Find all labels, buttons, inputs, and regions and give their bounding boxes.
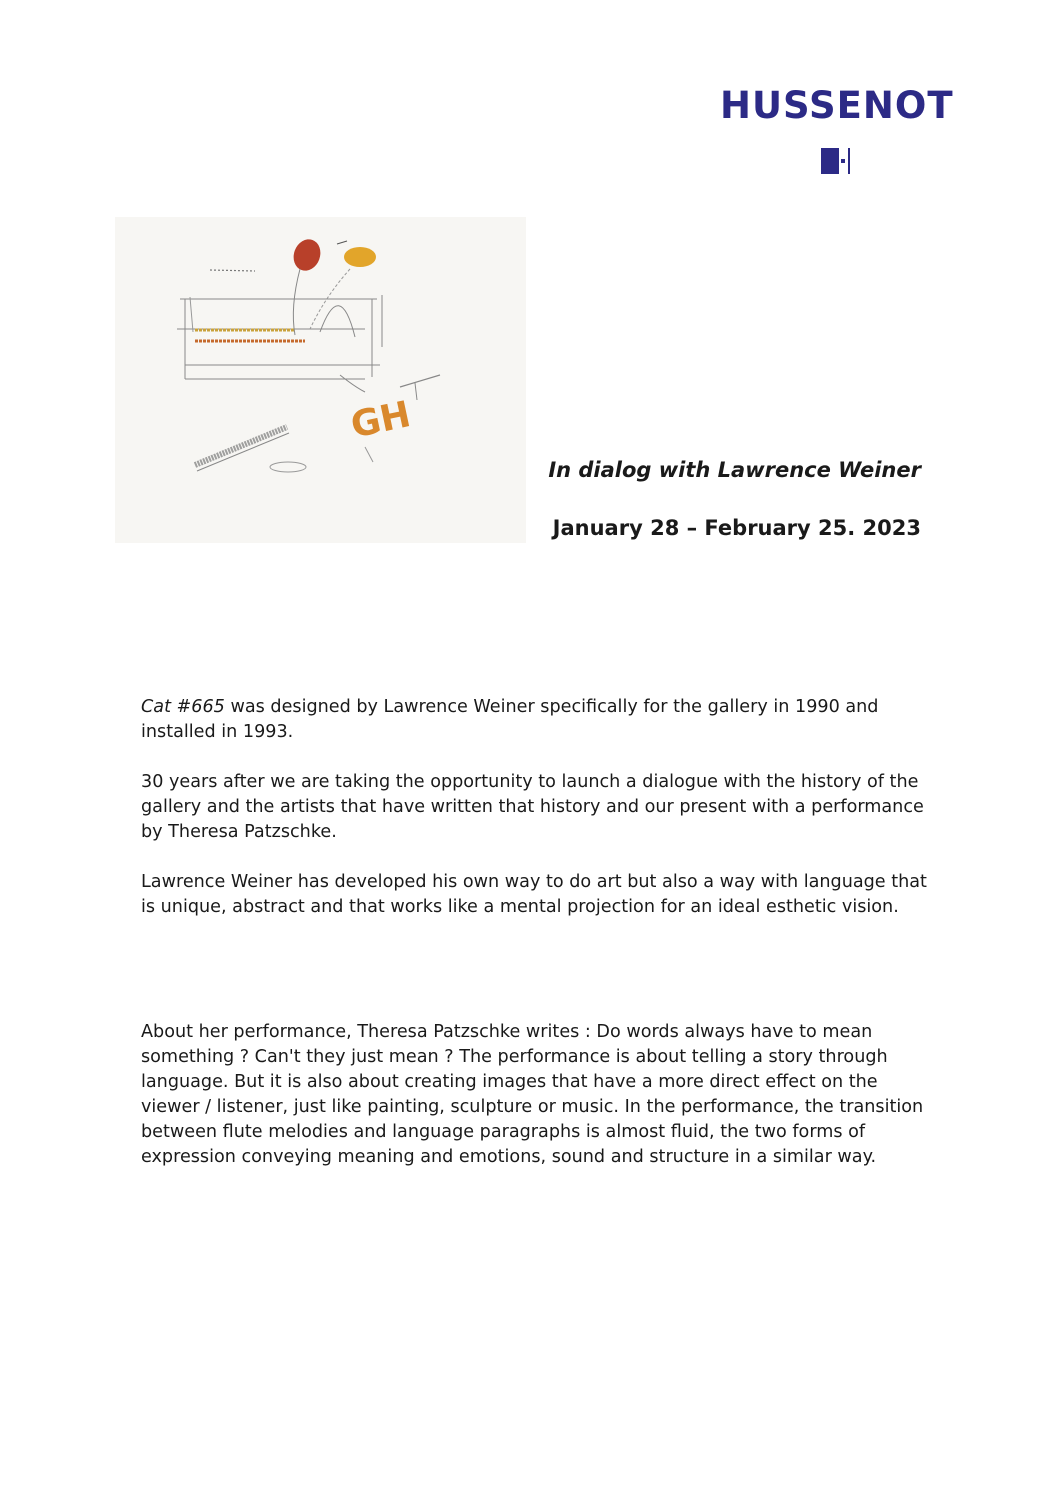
exhibition-dates: January 28 – February 25. 2023 [552, 516, 921, 540]
artwork-name: Cat #665 [141, 697, 225, 717]
gallery-h-mark-icon [821, 148, 851, 174]
paragraph-3: Lawrence Weiner has developed his own way to do art but also a way with language that is unique, abstract and that works like a mental projection for an ideal esthetic vision. [141, 872, 927, 917]
paragraph-2: 30 years after we are taking the opportunity to launch a dialogue with the history of the gallery and the artists that have written that history and our present with a performance by Theresa Patzschke. [141, 772, 924, 842]
paragraph-1-text: was designed by Lawrence Weiner specifically for the gallery in 1990 and installed in 1993. [141, 697, 879, 742]
exhibition-title: In dialog with Lawrence Weiner [548, 458, 921, 482]
lawrence-weiner-drawing [115, 217, 526, 543]
paragraph-4: About her performance, Theresa Patzschke writes : Do words always have to mean something ? Can't they just mean ? The performance is about telling a story through language. But it is also about creating images that have a more direct effect on the viewer / listener, just like painting, sculpture or music. In the performance, the transition between flute melodies and language paragraphs is almost fluid, the two forms of expression conveying meaning and emotions, sound and structure in a similar way. [141, 1022, 924, 1167]
logo-wordmark: HUSSENOT [720, 84, 954, 127]
paragraph-1 [141, 695, 931, 745]
gallery-logo [720, 86, 952, 126]
artwork-image [115, 217, 526, 543]
svg-text:GH: GH [347, 394, 415, 447]
